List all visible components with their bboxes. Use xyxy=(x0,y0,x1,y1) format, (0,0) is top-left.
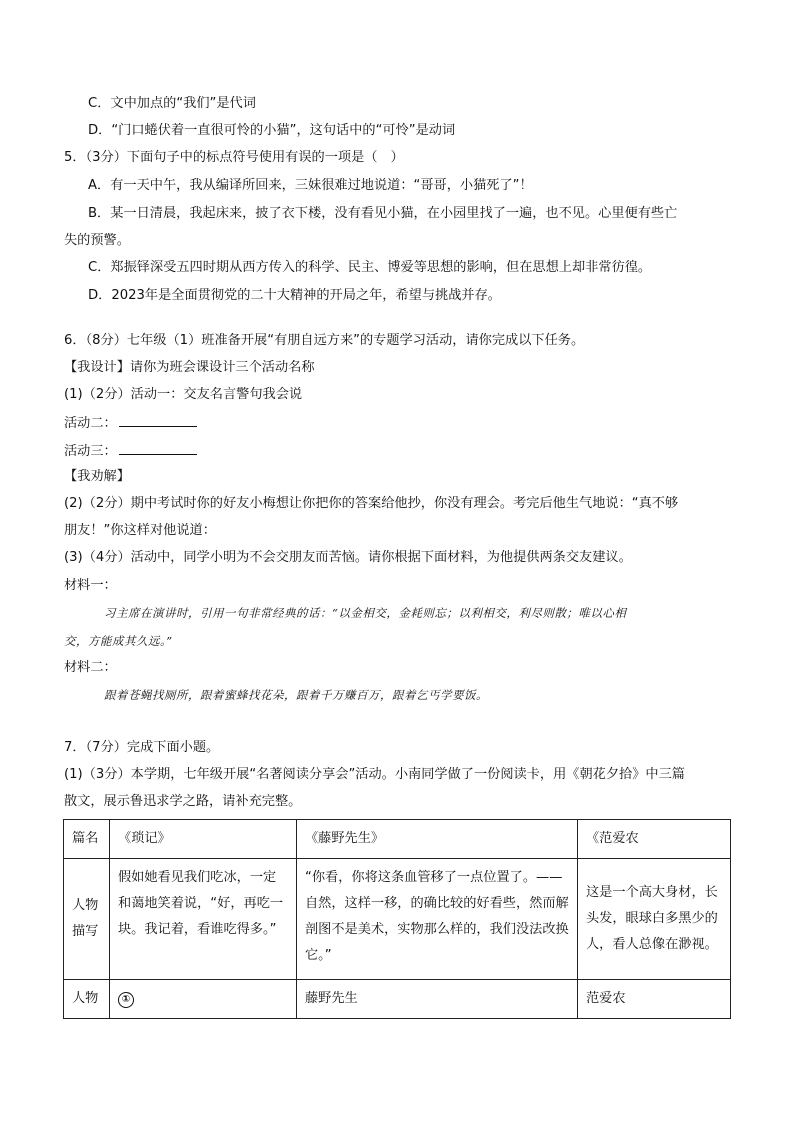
person-tengye: 藤野先生 xyxy=(297,980,578,1019)
q4-option-d: D．“门口蜷伏着一直很可怜的小猫”，这句话中的“可怜”是动词 xyxy=(88,123,456,138)
q6-stem: 6．（8分）七年级（1）班准备开展“有朋自远方来”的专题学习活动，请你完成以下任务。 xyxy=(64,333,585,348)
material1-label: 材料一： xyxy=(64,578,117,593)
header-title-label: 篇名 xyxy=(64,820,110,859)
q6-activity2 xyxy=(64,412,197,434)
q6-sub3: (3)（4分）活动中，同学小明为不会交朋友而苦恼。请你根据下面材料，为他提供两条交友建议。 xyxy=(64,550,632,565)
material1-text-cont: 交，方能成其久远。” xyxy=(64,634,173,648)
person-fanainong: 范爱农 xyxy=(578,980,731,1019)
person-blank-1[interactable]: ① xyxy=(110,980,297,1019)
header-fanainong: 《范爱农 xyxy=(578,820,731,859)
q7-sub1-cont: 散文，展示鲁迅求学之路，请补充完整。 xyxy=(64,794,302,809)
activity3-label: 活动三： xyxy=(64,444,117,459)
q5-stem: 5．（3分）下面句子中的标点符号使用有误的一项是（ ） xyxy=(64,150,404,165)
q6-sub2-cont: 朋友！”你这样对他说道： xyxy=(64,523,216,538)
header-suoji: 《琐记》 xyxy=(110,820,297,859)
q5-option-b-cont: 失的预警。 xyxy=(64,233,130,248)
header-tengye: 《藤野先生》 xyxy=(297,820,578,859)
q5-option-a: A．有一天中午，我从编译所回来，三妹很难过地说道：“哥哥，小猫死了”！ xyxy=(88,178,533,193)
material1-text: 习主席在演讲时，引用一句非常经典的话：“以金相交，金耗则忘；以利相交，利尽则散；唯以心相 xyxy=(104,606,627,620)
person-label: 人物 xyxy=(64,980,110,1019)
q6-advise-heading: 【我劝解】 xyxy=(64,469,130,484)
q6-sub2: (2)（2分）期中考试时你的好友小梅想让你把你的答案给他抄，你没有理会。考完后他生气地说：“真不够 xyxy=(64,496,679,511)
q6-activity3 xyxy=(64,440,197,462)
q5-option-c: C．郑振铎深受五四时期从西方传入的科学、民主、博爱等思想的影响，但在思想上却非常彷徨。 xyxy=(88,260,652,275)
q6-sub1: (1)（2分）活动一：交友名言警句我会说 xyxy=(64,387,303,402)
q4-option-c: C．文中加点的“我们”是代词 xyxy=(88,96,256,111)
q5-option-d: D．2023年是全面贯彻党的二十大精神的开局之年，希望与挑战并存。 xyxy=(88,288,501,303)
table-row-description xyxy=(64,859,731,980)
activity2-label: 活动二： xyxy=(64,416,117,431)
q5-option-b: B．某一日清晨，我起床来，披了衣下楼，没有看见小猫，在小园里找了一遍，也不见。心里便有些亡 xyxy=(88,206,678,221)
description-label: 人物 描写 xyxy=(64,859,110,980)
reading-card-table xyxy=(63,819,731,1019)
description-tengye: “你看，你将这条血管移了一点位置了。——自然，这样一移，的确比较的好看些，然而解剖图不是美术，实物那么样的，我们没法改换它。” xyxy=(297,859,578,980)
description-fanainong: 这是一个高大身材，长头发，眼球白多黑少的人，看人总像在渺视。 xyxy=(578,859,731,980)
q7-stem: 7．（7分）完成下面小题。 xyxy=(64,740,220,755)
activity2-blank[interactable] xyxy=(119,412,197,427)
material2-text: 跟着苍蝇找厕所，跟着蜜蜂找花朵，跟着千万赚百万，跟着乞丐学要饭。 xyxy=(104,688,488,702)
activity3-blank[interactable] xyxy=(119,440,197,455)
table-header-row xyxy=(64,820,731,859)
q6-design-heading: 【我设计】请你为班会课设计三个活动名称 xyxy=(64,360,315,375)
q7-sub1: (1)（3分）本学期，七年级开展“名著阅读分享会”活动。小南同学做了一份阅读卡，用《朝花夕拾》中三篇 xyxy=(64,767,685,782)
material2-label: 材料二： xyxy=(64,660,117,675)
table-row-person xyxy=(64,980,731,1019)
description-suoji: 假如她看见我们吃冰，一定和蔼地笑着说，“好，再吃一块。我记着，看谁吃得多。” xyxy=(110,859,297,980)
